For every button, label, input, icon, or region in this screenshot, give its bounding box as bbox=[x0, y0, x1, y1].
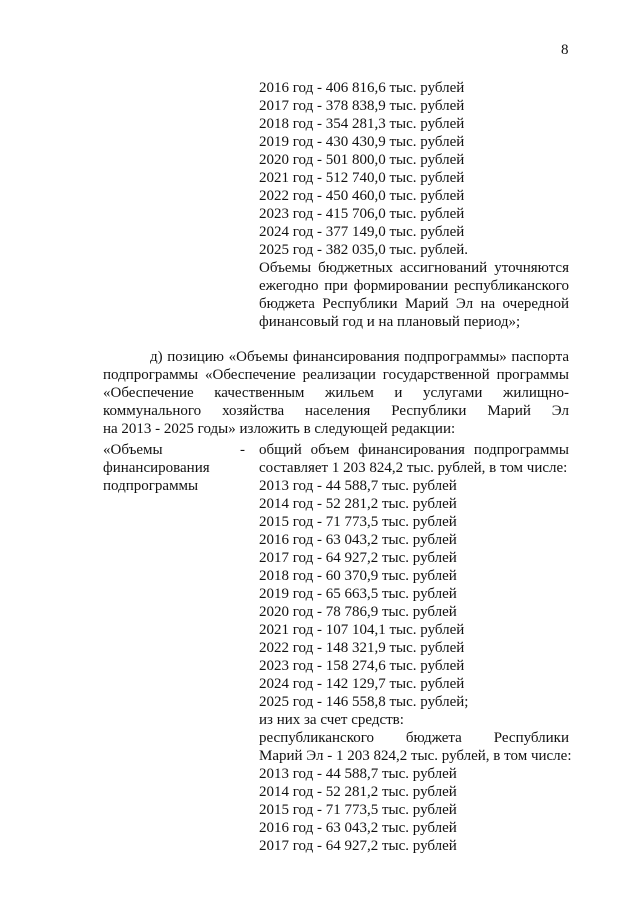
budget-line: республиканского бюджета Республики bbox=[259, 730, 569, 746]
year-line: 2014 год - 52 281,2 тыс. рублей bbox=[259, 784, 457, 800]
year-line: 2016 год - 63 043,2 тыс. рублей bbox=[259, 532, 457, 548]
year-line: 2014 год - 52 281,2 тыс. рублей bbox=[259, 496, 457, 512]
source-intro: из них за счет средств: bbox=[259, 712, 404, 728]
year-line: 2017 год - 378 838,9 тыс. рублей bbox=[259, 98, 465, 114]
paragraph-line: подпрограммы «Обеспечение реализации государственной программы bbox=[103, 367, 569, 383]
year-line: 2022 год - 148 321,9 тыс. рублей bbox=[259, 640, 465, 656]
label-line: «Объемы bbox=[103, 442, 163, 458]
year-line: 2025 год - 382 035,0 тыс. рублей. bbox=[259, 242, 469, 258]
year-line: 2017 год - 64 927,2 тыс. рублей bbox=[259, 838, 457, 854]
year-line: 2021 год - 512 740,0 тыс. рублей bbox=[259, 170, 465, 186]
year-line: 2024 год - 377 149,0 тыс. рублей bbox=[259, 224, 465, 240]
year-line: 2013 год - 44 588,7 тыс. рублей bbox=[259, 766, 457, 782]
year-line: 2023 год - 415 706,0 тыс. рублей bbox=[259, 206, 465, 222]
year-line: 2021 год - 107 104,1 тыс. рублей bbox=[259, 622, 465, 638]
paragraph-line: коммунального хозяйства населения Республики Марий Эл bbox=[103, 403, 569, 419]
year-line: 2015 год - 71 773,5 тыс. рублей bbox=[259, 514, 457, 530]
paragraph-line: на 2013 - 2025 годы» изложить в следующей редакции: bbox=[103, 421, 456, 437]
year-line: 2019 год - 430 430,9 тыс. рублей bbox=[259, 134, 465, 150]
year-line: 2020 год - 501 800,0 тыс. рублей bbox=[259, 152, 465, 168]
year-line: 2018 год - 354 281,3 тыс. рублей bbox=[259, 116, 465, 132]
year-line: 2022 год - 450 460,0 тыс. рублей bbox=[259, 188, 465, 204]
year-line: 2015 год - 71 773,5 тыс. рублей bbox=[259, 802, 457, 818]
total-line: составляет 1 203 824,2 тыс. рублей, в том числе: bbox=[259, 460, 568, 476]
note-line: Объемы бюджетных ассигнований уточняются bbox=[259, 260, 569, 276]
year-line: 2018 год - 60 370,9 тыс. рублей bbox=[259, 568, 457, 584]
page-number: 8 bbox=[561, 42, 569, 58]
label-line: финансирования bbox=[103, 460, 210, 476]
year-line: 2016 год - 406 816,6 тыс. рублей bbox=[259, 80, 465, 96]
year-line: 2023 год - 158 274,6 тыс. рублей bbox=[259, 658, 465, 674]
paragraph-line: д) позицию «Объемы финансирования подпрограммы» паспорта bbox=[150, 349, 569, 365]
note-line: бюджета Республики Марий Эл на очередной bbox=[259, 296, 569, 312]
note-line: финансовый год и на плановый период»; bbox=[259, 314, 521, 330]
year-line: 2024 год - 142 129,7 тыс. рублей bbox=[259, 676, 465, 692]
year-line: 2020 год - 78 786,9 тыс. рублей bbox=[259, 604, 457, 620]
note-line: ежегодно при формировании республиканского bbox=[259, 278, 569, 294]
year-line: 2025 год - 146 558,8 тыс. рублей; bbox=[259, 694, 469, 710]
year-line: 2019 год - 65 663,5 тыс. рублей bbox=[259, 586, 457, 602]
paragraph-line: «Обеспечение качественным жильем и услугами жилищно- bbox=[103, 385, 569, 401]
total-line: общий объем финансирования подпрограммы bbox=[259, 442, 569, 458]
year-line: 2013 год - 44 588,7 тыс. рублей bbox=[259, 478, 457, 494]
label-dash: - bbox=[240, 442, 245, 458]
year-line: 2016 год - 63 043,2 тыс. рублей bbox=[259, 820, 457, 836]
budget-line: Марий Эл - 1 203 824,2 тыс. рублей, в том числе: bbox=[259, 748, 572, 764]
year-line: 2017 год - 64 927,2 тыс. рублей bbox=[259, 550, 457, 566]
label-line: подпрограммы bbox=[103, 478, 199, 494]
